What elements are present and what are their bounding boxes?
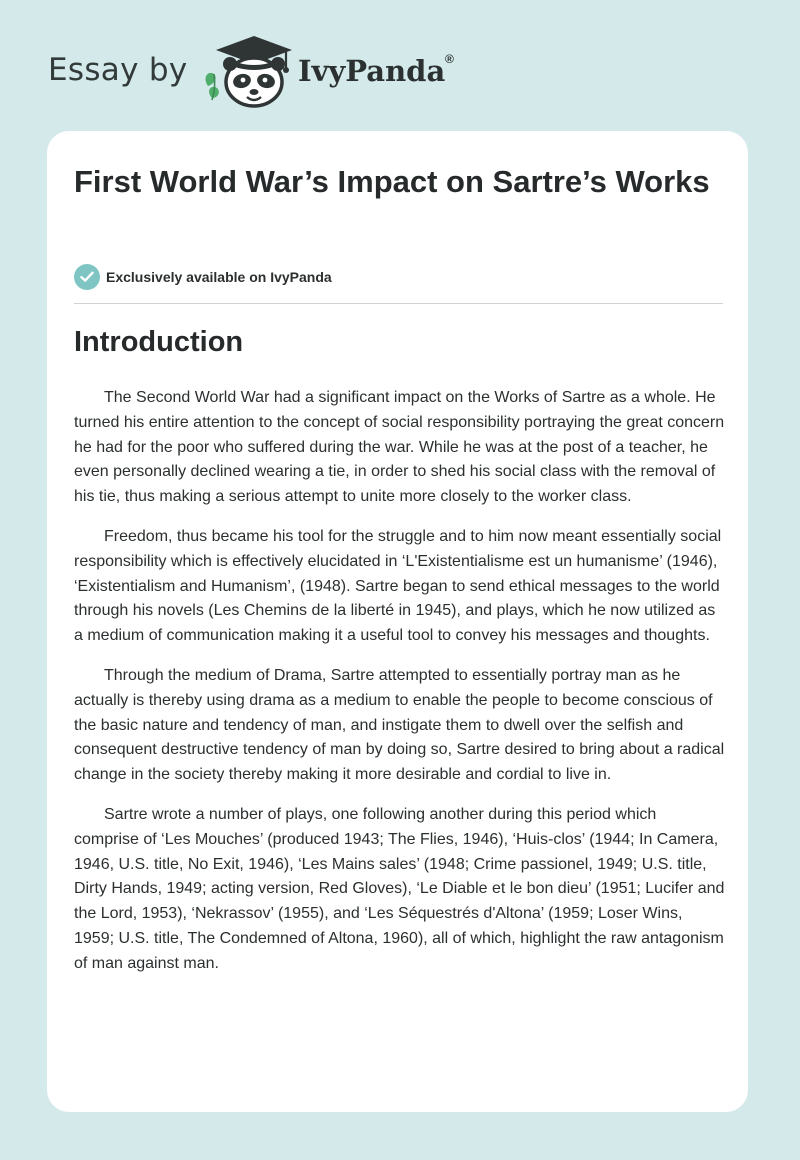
panda-graduation-cap-logo-icon (200, 34, 296, 110)
brand-prefix: Essay by (48, 52, 188, 88)
page-title: First World War’s Impact on Sartre’s Works (74, 164, 710, 199)
check-circle-icon (74, 264, 100, 290)
paragraph: Sartre wrote a number of plays, one following another during this period which comprise of ‘Les Mouches’ (produced 1943; The Flies, 1946), ‘Huis-clos’ (1944; In Camera, 1946, U.S. title, No Exit, 1946), ‘Les Mains sales’ (1948; Crime passionel, 1949; U.S. title, Dirty Hands, 1949; acting version, Red Gloves), ‘Le Diable et le bon dieu’ (1951; Lucifer and the Lord, 1953), ‘Nekrassov’ (1955), and ‘Les Séquestrés d'Altona’ (1959; Loser Wins, 1959; U.S. title, The Condemned of Altona, 1960), all of which, highlight the raw antagonism of man against man. (74, 805, 725, 972)
section-heading: Introduction (74, 326, 244, 358)
essay-card (47, 131, 748, 1112)
essay-body (74, 386, 725, 992)
exclusive-badge (74, 264, 332, 290)
divider (74, 303, 723, 304)
site-header-logo[interactable] (48, 34, 468, 110)
paragraph: Freedom, thus became his tool for the struggle and to him now meant essentially social responsibility which is effectively elucidated in ‘L'Existentialisme est un humanisme’ (1946), ‘Existentialism and Humanism’, (1948). Sartre began to send ethical messages to the world through his novels (Les Chemins de la liberté in 1945), and plays, which he now utilized as a medium of communication making it a useful tool to convey his messages and thoughts. (74, 527, 722, 645)
registered-mark: ® (445, 52, 454, 66)
badge-text: Exclusively available on IvyPanda (106, 269, 332, 285)
brand-name: IvyPanda (298, 54, 446, 88)
paragraph: Through the medium of Drama, Sartre attempted to essentially portray man as he actually is thereby using drama as a medium to enable the people to become conscious of the basic nature and tendency of man, and instigate them to dwell over the selfish and consequent destructive tendency of man by doing so, Sartre desired to bring about a radical change in the society thereby making it more desirable and cordial to live in. (74, 666, 725, 784)
paragraph: The Second World War had a significant impact on the Works of Sartre as a whole. He turned his entire attention to the concept of social responsibility portraying the great concern he had for the poor who suffered during the war. While he was at the post of a teacher, he even personally declined wearing a tie, in order to shed his social class with the removal of his tie, thus making a serious attempt to unite more closely to the worker class. (74, 389, 725, 506)
